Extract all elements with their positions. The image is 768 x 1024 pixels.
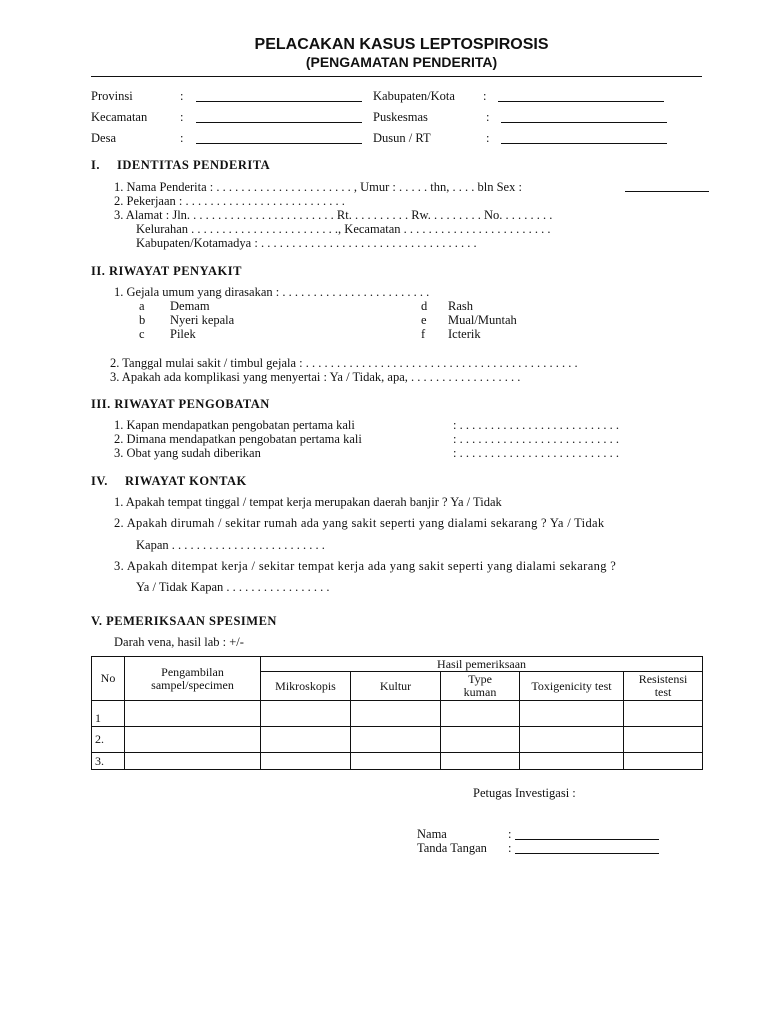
pengobatan-item-dimana: 2. Dimana mendapatkan pengobatan pertama kali — [114, 432, 362, 446]
symptom-rash: Rash — [448, 299, 473, 313]
col-mikroskopis: Mikroskopis — [261, 672, 351, 701]
section-5-heading: V. PEMERIKSAAN SPESIMEN — [91, 614, 277, 628]
identitas-item-pekerjaan[interactable]: 2. Pekerjaan : . . . . . . . . . . . . . . . . . . . . . . . . . . — [114, 194, 345, 208]
symptom-letter: e — [421, 313, 427, 327]
colon: : — [486, 131, 490, 145]
col-no: No — [92, 657, 125, 701]
identitas-item-kabupaten[interactable]: Kabupaten/Kotamadya : . . . . . . . . . . . . . . . . . . . . . . . . . . . . . . . . . . . — [136, 236, 477, 250]
section-3-heading: III. RIWAYAT PENGOBATAN — [91, 397, 270, 411]
field-nama[interactable] — [515, 839, 659, 840]
table-row — [92, 753, 703, 770]
field-dusun[interactable] — [501, 143, 667, 144]
table-cell[interactable] — [624, 753, 703, 770]
section-1-number: I. — [91, 158, 100, 172]
row-number: 3. — [92, 753, 125, 770]
table-cell[interactable] — [261, 727, 351, 753]
table-cell[interactable] — [441, 701, 520, 727]
pengobatan-item-kapan: 1. Kapan mendapatkan pengobatan pertama kali — [114, 418, 355, 432]
komplikasi-item[interactable]: 3. Apakah ada komplikasi yang menyertai : Ya / Tidak, apa, . . . . . . . . . . . . . . . . . . — [110, 370, 521, 384]
table-cell[interactable] — [261, 753, 351, 770]
symptom-nyeri-kepala: Nyeri kepala — [170, 313, 235, 327]
symptom-icterik: Icterik — [448, 327, 481, 341]
field-sex[interactable] — [625, 191, 709, 192]
pengobatan-dots[interactable]: : . . . . . . . . . . . . . . . . . . . . . . . . . . — [453, 418, 619, 432]
identitas-item-nama[interactable]: 1. Nama Penderita : . . . . . . . . . . . . . . . . . . . . . . , Umur : . . . . . thn, . . . . bln Sex : — [114, 180, 522, 194]
pengobatan-dots[interactable]: : . . . . . . . . . . . . . . . . . . . . . . . . . . — [453, 432, 619, 446]
section-2-heading: II. RIWAYAT PENYAKIT — [91, 264, 242, 278]
tanda-tangan-label: Tanda Tangan — [417, 841, 487, 855]
table-cell[interactable] — [624, 727, 703, 753]
table-cell[interactable] — [520, 701, 624, 727]
col-type-kuman: Type kuman — [441, 672, 520, 701]
page-title: PELACAKAN KASUS LEPTOSPIROSIS — [254, 36, 549, 53]
symptom-letter: b — [139, 313, 146, 327]
table-cell[interactable] — [441, 727, 520, 753]
col-kultur: Kultur — [351, 672, 441, 701]
field-puskesmas[interactable] — [501, 122, 667, 123]
colon: : — [180, 89, 184, 103]
table-cell[interactable] — [351, 753, 441, 770]
kontak-item-kerja[interactable]: 3. Apakah ditempat kerja / sekitar tempat kerja ada yang sakit seperti yang dialami sekarang ? — [114, 559, 617, 573]
colon: : — [486, 110, 490, 124]
symptom-mual-muntah: Mual/Muntah — [448, 313, 517, 327]
col-toxigenicity: Toxigenicity test — [520, 672, 624, 701]
colon: : — [483, 89, 487, 103]
table-cell[interactable] — [351, 727, 441, 753]
col-pengambilan: Pengambilan sampel/specimen — [125, 657, 261, 701]
table-row — [92, 727, 703, 753]
section-4-heading: RIWAYAT KONTAK — [125, 474, 247, 488]
specimen-table — [91, 656, 703, 770]
nama-label: Nama — [417, 827, 447, 841]
label-desa: Desa — [91, 131, 116, 145]
table-cell[interactable] — [624, 701, 703, 727]
tanggal-item[interactable]: 2. Tanggal mulai sakit / timbul gejala : . . . . . . . . . . . . . . . . . . . . . . . . . . . . . . . . . . . . . . . . . . . . — [110, 356, 578, 370]
petugas-label: Petugas Investigasi : — [473, 786, 576, 800]
colon: : — [180, 131, 184, 145]
kontak-item-kerja-kapan[interactable]: Ya / Tidak Kapan . . . . . . . . . . . . . . . . . — [136, 580, 330, 594]
table-cell[interactable] — [441, 753, 520, 770]
identitas-item-kelurahan[interactable]: Kelurahan . . . . . . . . . . . . . . . . . . . . . . . ., Kecamatan . . . . . . . . . . . . . . . . . . . . . . . . — [136, 222, 551, 236]
symptom-letter: a — [139, 299, 145, 313]
label-kabupaten: Kabupaten/Kota — [373, 89, 455, 103]
symptom-letter: d — [421, 299, 428, 313]
colon: : — [508, 841, 512, 855]
table-row — [92, 701, 703, 727]
symptom-demam: Demam — [170, 299, 210, 313]
pengobatan-dots[interactable]: : . . . . . . . . . . . . . . . . . . . . . . . . . . — [453, 446, 619, 460]
col-hasil-pemeriksaan: Hasil pemeriksaan — [261, 657, 703, 672]
row-number: 2. — [92, 727, 125, 753]
field-kabupaten[interactable] — [498, 101, 664, 102]
table-cell[interactable] — [351, 701, 441, 727]
field-tanda-tangan[interactable] — [515, 853, 659, 854]
identitas-item-alamat[interactable]: 3. Alamat : Jln. . . . . . . . . . . . . . . . . . . . . . . . Rt. . . . . . . . . . Rw. . . . . . . . . No. . . . . . . . . — [114, 208, 553, 222]
field-desa[interactable] — [196, 143, 362, 144]
kontak-item-rumah[interactable]: 2. Apakah dirumah / sekitar rumah ada yang sakit seperti yang dialami sekarang ? Ya / Tidak — [114, 516, 605, 530]
row-number: 1 — [92, 701, 125, 727]
table-cell[interactable] — [125, 753, 261, 770]
page-subtitle: (PENGAMATAN PENDERITA) — [305, 54, 498, 70]
colon: : — [180, 110, 184, 124]
table-cell[interactable] — [520, 753, 624, 770]
pengobatan-item-obat: 3. Obat yang sudah diberikan — [114, 446, 261, 460]
colon: : — [508, 827, 512, 841]
table-cell[interactable] — [125, 727, 261, 753]
kontak-item-rumah-kapan[interactable]: Kapan . . . . . . . . . . . . . . . . . . . . . . . . . — [136, 538, 325, 552]
symptom-pilek: Pilek — [170, 327, 196, 341]
darah-vena-text[interactable]: Darah vena, hasil lab : +/- — [114, 635, 244, 649]
label-kecamatan: Kecamatan — [91, 110, 148, 124]
label-provinsi: Provinsi — [91, 89, 133, 103]
section-4-number: IV. — [91, 474, 108, 488]
section-1-heading: IDENTITAS PENDERITA — [117, 158, 271, 172]
col-resistensi: Resistensi test — [624, 672, 703, 701]
symptom-letter: c — [139, 327, 145, 341]
field-provinsi[interactable] — [196, 101, 362, 102]
label-puskesmas: Puskesmas — [373, 110, 428, 124]
label-dusun: Dusun / RT — [373, 131, 431, 145]
kontak-item-banjir[interactable]: 1. Apakah tempat tinggal / tempat kerja merupakan daerah banjir ? Ya / Tidak — [114, 495, 502, 509]
table-cell[interactable] — [520, 727, 624, 753]
gejala-item[interactable]: 1. Gejala umum yang dirasakan : . . . . . . . . . . . . . . . . . . . . . . . . — [114, 285, 430, 299]
table-cell[interactable] — [261, 701, 351, 727]
header-divider — [91, 76, 702, 77]
field-kecamatan[interactable] — [196, 122, 362, 123]
symptom-letter: f — [421, 327, 426, 341]
table-cell[interactable] — [125, 701, 261, 727]
